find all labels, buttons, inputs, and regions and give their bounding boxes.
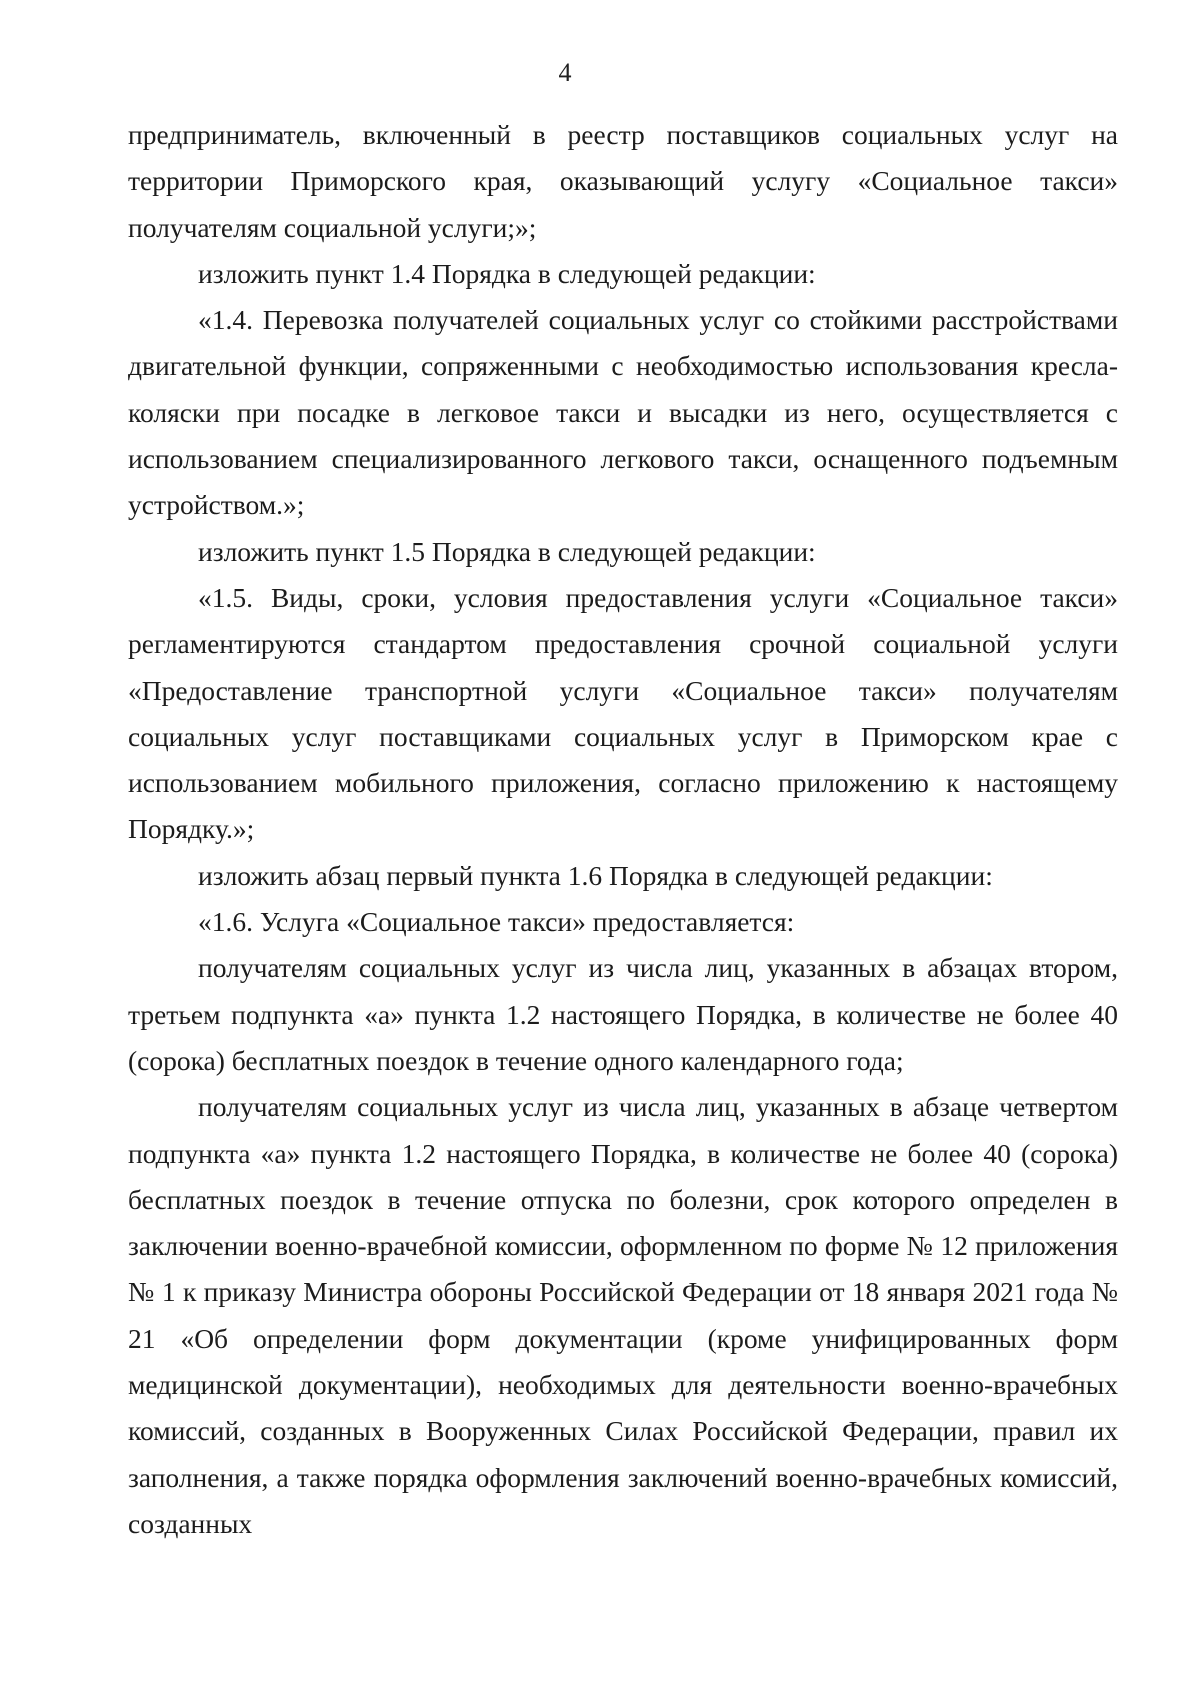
paragraph-recipients-second: получателям социальных услуг из числа лиц, указанных в абзаце четвертом подпункта «а» пункта 1.2 настоящего Порядка, в количестве не более 40 (сорока) бесплатных поездок в течение отпуска по болезни, срок которого определен в заключении военно-врачебной комиссии, оформленном по форме № 12 приложения № 1 к приказу Министра обороны Российской Федерации от 18 января 2021 года № 21 «Об определении форм документации (кроме унифицированных форм медицинской документации), необходимых для деятельности военно-врачебных комиссий, созданных в Вооруженных Силах Российской Федерации, правил их заполнения, а также порядка оформления заключений военно-врачебных комиссий, созданных	[128, 1091, 1118, 1539]
page-number: 4	[558, 58, 572, 87]
paragraph-instruction-1-5: изложить пункт 1.5 Порядка в следующей редакции:	[198, 535, 816, 567]
paragraph-clause-1-5: «1.5. Виды, сроки, условия предоставления услуги «Социальное такси» регламентируются стандартом предоставления срочной социальной услуги «Предоставление транспортной услуги «Социальное такси» получателям социальных услуг поставщиками социальных услуг в Приморском крае с использованием мобильного приложения, согласно приложению к настоящему Порядку.»;	[128, 581, 1118, 845]
paragraph-recipients-first: получателям социальных услуг из числа лиц, указанных в абзацах втором, третьем подпункта «а» пункта 1.2 настоящего Порядка, в количестве не более 40 (сорока) бесплатных поездок в течение одного календарного года;	[128, 952, 1118, 1076]
paragraph-continuation: предприниматель, включенный в реестр поставщиков социальных услуг на территории Приморского края, оказывающий услугу «Социальное такси» получателям социальной услуги;»;	[128, 119, 1118, 243]
paragraph-clause-1-6: «1.6. Услуга «Социальное такси» предоставляется:	[198, 906, 795, 938]
paragraph-instruction-1-4: изложить пункт 1.4 Порядка в следующей редакции:	[198, 257, 816, 289]
document-body	[128, 112, 1118, 1547]
paragraph-clause-1-4: «1.4. Перевозка получателей социальных услуг со стойкими расстройствами двигательной функции, сопряженными с необходимостью использования кресла-коляски при посадке в легковое такси и высадки из него, осуществляется с использованием специализированного легкового такси, оснащенного подъемным устройством.»;	[128, 304, 1118, 521]
paragraph-instruction-1-6: изложить абзац первый пункта 1.6 Порядка в следующей редакции:	[198, 859, 993, 891]
